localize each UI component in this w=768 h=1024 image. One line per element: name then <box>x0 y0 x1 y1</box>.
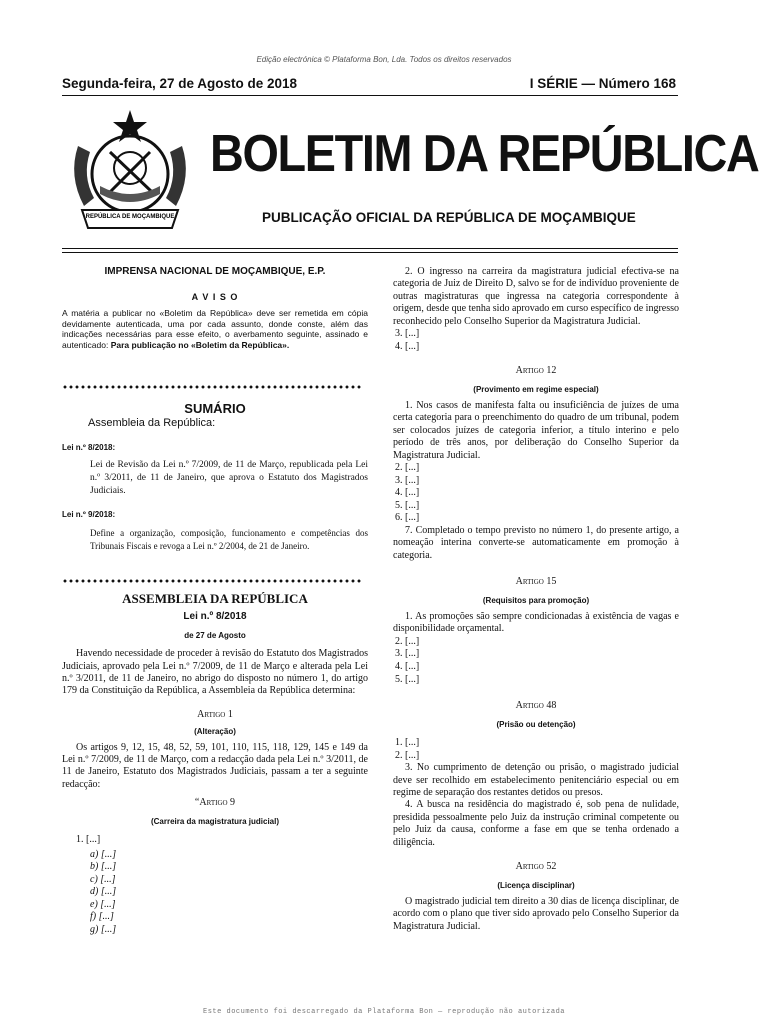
art15-subtitle: (Requisitos para promoção) <box>482 595 590 605</box>
aviso-body: A matéria a publicar no «Boletim da República» deve ser remetida em cópia devidamente autenticada, uma por cada assunto, donde conste, além das indicações necessárias para esse efeito, o averbamento seguinte, assinado e autenticado: <box>62 307 368 351</box>
art48-subtitle: (Prisão ou detenção) <box>496 719 576 729</box>
header-bottom-rule <box>62 248 678 249</box>
list-item: 5. [...] <box>395 499 420 511</box>
issue-series: I SÉRIE — Número 168 <box>529 76 676 91</box>
art9-list <box>90 849 368 937</box>
issue-date: Segunda-feira, 27 de Agosto de 2018 <box>62 76 298 91</box>
list-item: 3. [...] <box>395 328 420 340</box>
list-item: f) [...] <box>90 911 114 923</box>
list-item: d) [...] <box>90 886 117 898</box>
art12-list <box>395 462 679 525</box>
art52-subtitle: (Licença disciplinar) <box>497 880 575 890</box>
aviso-text <box>62 308 368 351</box>
aviso-bold: Para publicação no «Boletim da República». <box>110 340 290 351</box>
lei-date: de 27 de Agosto <box>184 630 246 640</box>
coat-of-arms-emblem <box>60 106 200 236</box>
art15-title: Artigo 15 <box>515 576 557 588</box>
list-item: 2. [...] <box>395 749 420 761</box>
publication-subtitle: PUBLICAÇÃO OFICIAL DA REPÚBLICA DE MOÇAMBIQUE <box>262 210 636 225</box>
art1-text: Os artigos 9, 12, 15, 48, 52, 59, 101, 110, 115, 118, 129, 145 e 149 da Lei n.º 7/2009, de 11 de Março, com a redacção dada pela Lei n.º 3/2011, de 11 de Janeiro, Estatuto dos Magistrados Judiciais, passam a ter a seguinte redacção: <box>62 741 368 790</box>
list-item: 3. [...] <box>395 648 420 660</box>
sumario-section <box>62 403 368 552</box>
list-item: 4. [...] <box>395 340 420 352</box>
assembleia-section <box>62 593 368 937</box>
art48-list <box>395 737 679 762</box>
list-item: 5. [...] <box>395 673 420 685</box>
list-item: g) [...] <box>90 924 117 936</box>
lei9-label: Lei n.º 9/2018: <box>62 509 116 519</box>
right-column <box>393 266 679 933</box>
edition-note: Edição electrónica © Plataforma Bon, Lda. Todos os direitos reservados <box>256 55 512 64</box>
art9-paragraph-2: 2. O ingresso na carreira da magistratura judicial efectiva-se na categoria de Juiz de Direito D, salvo se for de indivíduo proveniente de outras magistraturas que ingressa na categoria correspondente à origem, desde que tenha sido aprovado em curso específico de ingresso reconhecido pelo Conselho Superior da Magistratura Judicial. <box>393 266 679 327</box>
aviso-title: A V I S O <box>191 292 239 303</box>
lei8-summary: Lei de Revisão da Lei n.º 7/2009, de 11 de Março, republicada pela Lei n.º 3/2011, de 11 de Janeiro, que aprova o Estatuto dos Magistrados Judiciais. <box>90 460 368 496</box>
list-item: e) [...] <box>90 898 116 910</box>
assembleia-title: ASSEMBLEIA DA REPÚBLICA <box>122 591 308 606</box>
art9-title: “Artigo 9 <box>194 797 236 809</box>
header-bottom-rule-thin <box>62 252 678 253</box>
lei9-summary: Define a organização, composição, funcionamento e competências dos Tribunais Fiscais e revoga a Lei n.º 2/2004, de 21 de Janeiro. <box>90 528 368 551</box>
list-item: 4. [...] <box>395 487 420 499</box>
art15-list <box>395 636 679 686</box>
list-item: 2. [...] <box>395 635 420 647</box>
art48-paragraph-4: 4. A busca na residência do magistrado é, sob pena de nulidade, presidida pessoalmente pelo Juiz da instrução criminal competente ou pelo Juiz da causa, conforme a fase em que se tenha ordenado a diligência. <box>393 799 679 848</box>
art9-list-2 <box>395 328 679 353</box>
art12-paragraph-1: 1. Nos casos de manifesta falta ou insuficiência de juízes de uma certa categoria para o preenchimento do quadro de um tribunal, podem ser colocados juízes de categoria inferior, a título interino e pelo período de três anos, por deliberação do Conselho Superior da Magistratura Judicial. <box>393 400 679 461</box>
art12-title: Artigo 12 <box>515 365 557 377</box>
publisher-name: IMPRENSA NACIONAL DE MOÇAMBIQUE, E.P. <box>104 266 326 277</box>
list-item: 2. [...] <box>395 462 420 474</box>
art1-subtitle: (Alteração) <box>194 727 236 737</box>
art9-subtitle: (Carreira da magistratura judicial) <box>150 816 280 826</box>
art52-title: Artigo 52 <box>515 861 557 873</box>
list-item: a) [...] <box>90 848 117 860</box>
publication-title: BOLETIM DA REPÚBLICA <box>210 125 759 183</box>
art9-item: 1. [...] <box>76 834 101 846</box>
list-item: c) [...] <box>90 873 116 885</box>
art48-title: Artigo 48 <box>515 700 557 712</box>
list-item: 3. [...] <box>395 474 420 486</box>
list-item: 6. [...] <box>395 512 420 524</box>
list-item: 4. [...] <box>395 661 420 673</box>
sumario-title: SUMÁRIO <box>184 401 246 416</box>
art48-paragraph-3: 3. No cumprimento de detenção ou prisão, o magistrado judicial deve ser recolhido em estabelecimento penitenciário especial ou em regime de separação dos restantes detidos ou presos. <box>393 762 679 799</box>
header-top-rule <box>62 95 678 96</box>
footer-note: Este documento foi descarregado da Plataforma Bon — reprodução não autorizada <box>203 1008 565 1016</box>
art12-subtitle: (Provimento em regime especial) <box>473 384 599 394</box>
preamble: Havendo necessidade de proceder à revisão do Estatuto dos Magistrados Judiciais, aprovado pela Lei n.º 7/2009, de 11 de Março e alterada pela Lei n.º 3/2011, de 11 de Janeiro, no abrigo do disposto no número 1, do artigo 179 da Constituição da República, a Assembleia da República determina: <box>62 648 368 697</box>
lei-title: Lei n.º 8/2018 <box>183 611 247 623</box>
list-item: 1. [...] <box>395 737 420 749</box>
art52-paragraph-1: O magistrado judicial tem direito a 30 dias de licença disciplinar, de acordo com o plano que tiver sido aprovado pelo Conselho Superior da Magistratura Judicial. <box>393 895 679 932</box>
dotted-separator <box>62 384 362 390</box>
left-column <box>62 266 368 351</box>
dotted-separator-2 <box>62 578 362 584</box>
lei8-label: Lei n.º 8/2018: <box>62 442 116 452</box>
sumario-subtitle: Assembleia da República: <box>88 417 216 430</box>
art1-title: Artigo 1 <box>197 708 233 720</box>
art12-paragraph-7: 7. Completado o tempo previsto no número 1, do presente artigo, a nomeação interina converte-se automaticamente em promoção à categoria. <box>393 525 679 561</box>
emblem-text: REPÚBLICA DE MOÇAMBIQUE <box>85 214 175 220</box>
art15-paragraph-1: 1. As promoções são sempre condicionadas à existência de vagas e disponibilidade orçamental. <box>393 611 679 635</box>
list-item: b) [...] <box>90 861 117 873</box>
